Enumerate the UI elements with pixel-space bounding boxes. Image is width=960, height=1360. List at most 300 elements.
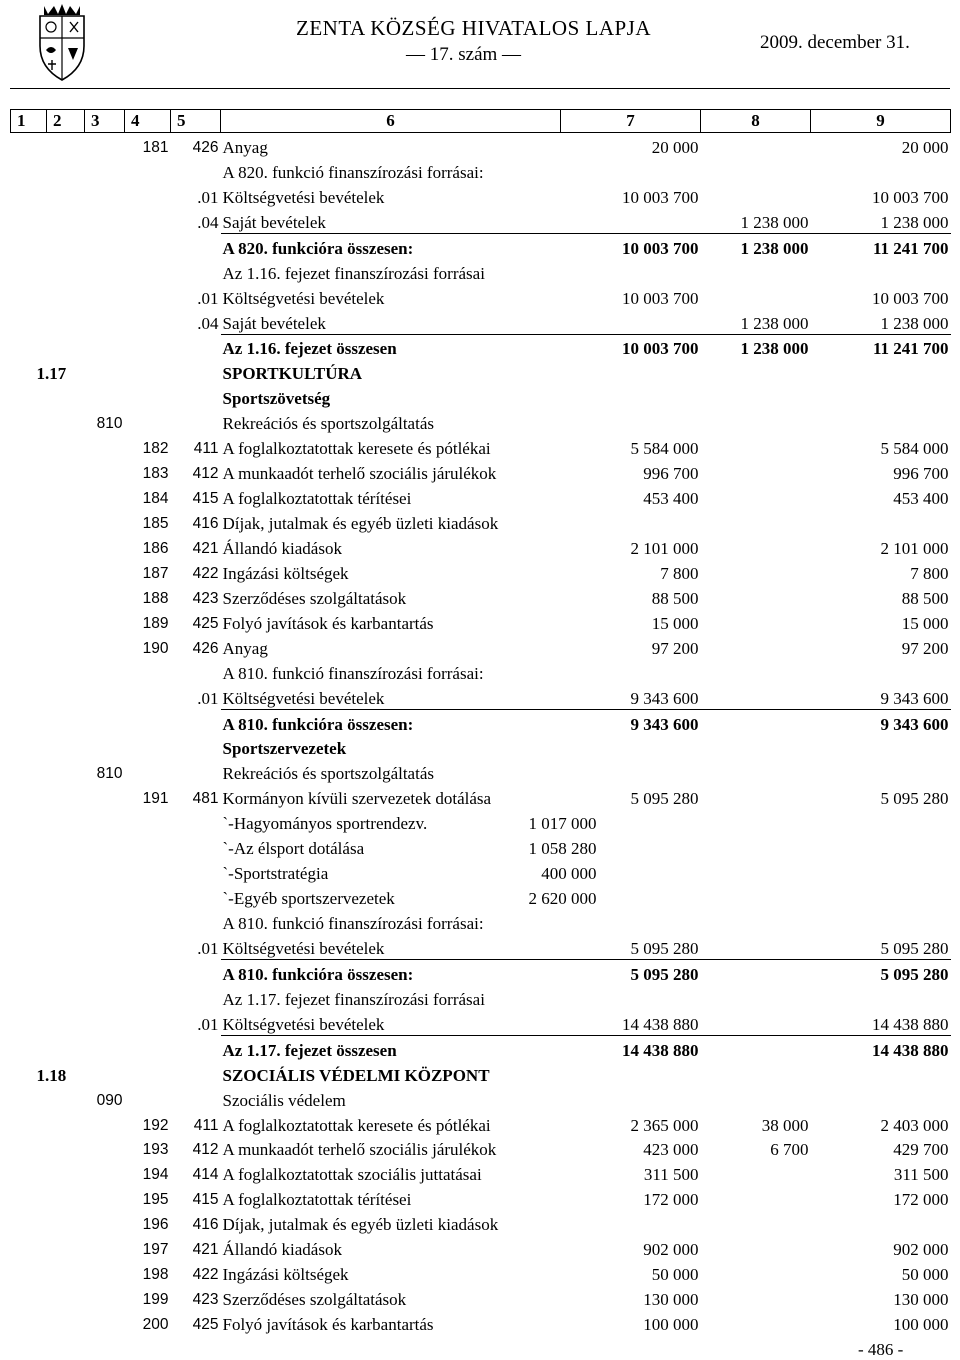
empty-cell <box>47 409 85 434</box>
item-number-cell <box>125 208 171 233</box>
item-number-cell <box>125 409 171 434</box>
function-code-cell <box>85 309 125 334</box>
chapter-cell <box>11 183 47 208</box>
amount-total-cell <box>811 834 951 859</box>
account-code-cell <box>171 909 221 934</box>
item-number-cell: 197 <box>142 1241 169 1259</box>
coat-of-arms-icon <box>34 2 90 82</box>
amount-total-cell <box>811 859 951 884</box>
amount-total-cell <box>811 158 951 183</box>
account-code-cell: 411 <box>193 440 219 458</box>
amount-own-cell: 10 003 700 <box>561 334 701 359</box>
amount-own-cell <box>561 309 701 334</box>
column-header-5: 5 <box>171 110 221 133</box>
chapter-cell <box>11 484 47 509</box>
table-row <box>11 1210 951 1235</box>
table-row <box>11 1035 951 1060</box>
empty-cell <box>47 1260 85 1285</box>
description-cell: SZOCIÁLIS VÉDELMI KÖZPONT <box>222 1065 490 1085</box>
account-code-cell: 425 <box>192 1316 219 1333</box>
amount-total-cell: 996 700 <box>893 464 949 484</box>
item-number-cell <box>125 934 171 959</box>
table-row <box>11 384 951 409</box>
empty-cell <box>47 459 85 484</box>
account-code-cell: 421 <box>192 1241 219 1259</box>
amount-own-cell <box>561 208 701 233</box>
account-code-cell <box>171 659 221 684</box>
publication-title: ZENTA KÖZSÉG HIVATALOS LAPJA <box>296 16 652 40</box>
amount-other-cell <box>701 934 811 959</box>
amount-other-cell <box>701 384 811 409</box>
amount-own-cell <box>561 985 701 1010</box>
account-code-cell <box>171 359 221 384</box>
amount-other-cell <box>701 884 811 909</box>
account-code-cell: 412 <box>192 1141 219 1159</box>
function-code-cell <box>85 334 125 359</box>
amount-other-cell: 1 238 000 <box>701 334 811 359</box>
amount-other-cell <box>701 559 811 584</box>
description-cell: Díjak, jutalmak és egyéb üzleti kiadások <box>222 514 499 533</box>
amount-total-cell <box>811 384 951 409</box>
function-code-cell <box>85 1061 125 1086</box>
amount-own-cell: 5 095 280 <box>630 789 699 809</box>
account-code-cell: .01 <box>197 288 219 308</box>
item-number-cell: 193 <box>142 1141 169 1159</box>
amount-other-cell <box>701 409 811 434</box>
table-row <box>11 934 951 959</box>
amount-own-cell <box>561 1061 701 1086</box>
item-number-cell <box>125 684 171 709</box>
column-header-3: 3 <box>85 110 125 133</box>
amount-own-cell: 5 095 280 <box>630 938 699 958</box>
item-number-cell: 200 <box>142 1316 169 1333</box>
amount-total-cell <box>811 1086 951 1111</box>
account-code-cell: 411 <box>193 1116 219 1134</box>
amount-other-cell <box>701 534 811 559</box>
description-cell: Saját bevételek <box>222 212 326 232</box>
description-cell: Az 1.17. fejezet finanszírozási forrásai <box>222 989 485 1009</box>
table-row <box>11 559 951 584</box>
sub-item-label: `-Hagyományos sportrendezv. <box>222 814 428 834</box>
table-row <box>11 584 951 609</box>
description-cell: Díjak, jutalmak és egyéb üzleti kiadások <box>222 1215 499 1235</box>
empty-cell <box>47 434 85 459</box>
description-cell <box>221 884 597 909</box>
empty-cell <box>47 309 85 334</box>
column-header-8: 8 <box>701 110 811 133</box>
chapter-cell <box>11 559 47 584</box>
function-code-cell <box>85 1035 125 1060</box>
description-cell: A 810. funkció finanszírozási forrásai: <box>222 663 484 683</box>
description-cell: Állandó kiadások <box>222 1240 342 1260</box>
column-header-4: 4 <box>125 110 171 133</box>
chapter-cell <box>11 1136 47 1161</box>
account-code-cell: 421 <box>192 539 219 557</box>
amount-own-cell: 15 000 <box>651 613 699 633</box>
description-cell: Szerződéses szolgáltatások <box>222 588 407 608</box>
chapter-cell <box>11 459 47 484</box>
amount-total-cell: 14 438 880 <box>872 1014 949 1034</box>
chapter-cell <box>11 1160 47 1185</box>
amount-total-cell: 172 000 <box>893 1190 949 1210</box>
item-number-cell: 184 <box>142 490 169 508</box>
amount-other-cell <box>701 1285 811 1310</box>
account-code-cell: 414 <box>192 1166 219 1184</box>
chapter-cell <box>11 784 47 809</box>
account-code-cell: 415 <box>192 1191 219 1209</box>
table-row <box>11 684 951 709</box>
item-number-cell <box>125 834 171 859</box>
chapter-cell <box>11 1010 47 1035</box>
chapter-cell <box>11 284 47 309</box>
empty-cell <box>47 584 85 609</box>
amount-own-cell: 100 000 <box>643 1315 699 1334</box>
amount-total-cell: 429 700 <box>893 1140 949 1160</box>
amount-other-cell: 1 238 000 <box>701 233 811 258</box>
amount-other-cell <box>701 183 811 208</box>
empty-cell <box>47 1185 85 1210</box>
empty-cell <box>47 684 85 709</box>
table-row <box>11 359 951 384</box>
chapter-cell <box>11 309 47 334</box>
description-cell: Folyó javítások és karbantartás <box>222 1315 434 1334</box>
item-number-cell: 186 <box>142 539 169 557</box>
chapter-cell <box>11 609 47 634</box>
account-code-cell <box>171 884 221 909</box>
amount-total-cell <box>811 985 951 1010</box>
amount-own-cell <box>561 384 701 409</box>
function-code-cell <box>85 959 125 984</box>
item-number-cell <box>125 284 171 309</box>
empty-cell <box>47 1310 85 1335</box>
item-number-cell: 195 <box>142 1191 169 1209</box>
empty-cell <box>47 735 85 760</box>
amount-other-cell <box>701 834 811 859</box>
chapter-cell <box>11 735 47 760</box>
function-code-cell <box>85 233 125 258</box>
amount-other-cell <box>701 709 811 734</box>
table-row <box>11 1185 951 1210</box>
description-cell: A foglalkoztatottak keresete és pótlékai <box>222 439 491 459</box>
description-cell: Szerződéses szolgáltatások <box>222 1290 407 1310</box>
description-cell: Ingázási költségek <box>222 1265 349 1285</box>
function-code-cell <box>85 1010 125 1035</box>
description-cell: A munkaadót terhelő szociális járulékok <box>222 464 497 484</box>
amount-other-cell <box>701 1086 811 1111</box>
table-row <box>11 309 951 334</box>
item-number-cell <box>125 659 171 684</box>
table-row <box>11 985 951 1010</box>
description-cell <box>221 859 597 884</box>
empty-cell <box>47 784 85 809</box>
item-number-cell <box>125 183 171 208</box>
table-row <box>11 334 951 359</box>
item-number-cell <box>125 1061 171 1086</box>
empty-cell <box>47 1010 85 1035</box>
amount-own-cell: 20 000 <box>651 137 699 157</box>
amount-other-cell <box>701 434 811 459</box>
chapter-cell <box>11 233 47 258</box>
amount-own-cell: 7 800 <box>660 563 699 583</box>
empty-cell <box>47 759 85 784</box>
amount-own-cell <box>561 158 701 183</box>
table-row <box>11 809 951 834</box>
amount-total-cell: 902 000 <box>893 1240 949 1260</box>
amount-other-cell <box>701 1185 811 1210</box>
amount-other-cell: 6 700 <box>770 1140 809 1160</box>
amount-other-cell <box>701 759 811 784</box>
amount-other-cell <box>701 1235 811 1260</box>
description-cell: SPORTKULTÚRA <box>222 364 363 384</box>
amount-own-cell <box>561 909 701 934</box>
table-row <box>11 484 951 509</box>
chapter-cell <box>11 133 47 158</box>
amount-other-cell <box>701 484 811 509</box>
chapter-cell <box>11 659 47 684</box>
description-cell: Sportszervezetek <box>222 739 347 759</box>
description-cell: Folyó javítások és karbantartás <box>222 613 434 633</box>
description-cell: Költségvetési bevételek <box>222 288 385 308</box>
table-row <box>11 259 951 284</box>
account-code-cell: 416 <box>192 515 219 532</box>
account-code-cell <box>171 959 221 984</box>
table-row <box>11 834 951 859</box>
amount-total-cell <box>811 759 951 784</box>
empty-cell <box>47 509 85 534</box>
table-row <box>11 759 951 784</box>
function-code-cell <box>85 634 125 659</box>
account-code-cell: 423 <box>192 1291 219 1309</box>
account-code-cell <box>171 334 221 359</box>
amount-total-cell <box>811 259 951 284</box>
account-code-cell: .01 <box>197 187 219 207</box>
empty-cell <box>47 1285 85 1310</box>
function-code-cell <box>85 909 125 934</box>
empty-cell <box>47 133 85 158</box>
chapter-cell <box>11 1185 47 1210</box>
empty-cell <box>47 859 85 884</box>
chapter-cell <box>11 534 47 559</box>
empty-cell <box>47 484 85 509</box>
chapter-cell <box>11 259 47 284</box>
amount-total-cell: 5 095 280 <box>880 789 949 809</box>
description-cell: A 820. funkció finanszírozási forrásai: <box>222 162 484 182</box>
amount-total-cell: 453 400 <box>893 489 949 509</box>
empty-cell <box>47 284 85 309</box>
item-number-cell <box>125 859 171 884</box>
function-code-cell <box>85 709 125 734</box>
item-number-cell: 194 <box>142 1166 169 1184</box>
description-cell: Az 1.17. fejezet összesen <box>221 1035 561 1060</box>
amount-total-cell: 11 241 700 <box>811 334 951 359</box>
account-code-cell <box>171 409 221 434</box>
empty-cell <box>47 559 85 584</box>
item-number-cell <box>125 1086 171 1111</box>
chapter-cell <box>11 809 47 834</box>
account-code-cell <box>171 158 221 183</box>
item-number-cell: 183 <box>142 465 169 483</box>
amount-other-cell <box>701 959 811 984</box>
empty-cell <box>47 158 85 183</box>
amount-own-cell <box>561 759 701 784</box>
account-code-cell <box>171 834 221 859</box>
chapter-cell <box>11 759 47 784</box>
chapter-cell <box>11 909 47 934</box>
chapter-cell <box>11 409 47 434</box>
function-code-cell <box>85 359 125 384</box>
description-cell: A 810. funkcióra összesen: <box>221 959 561 984</box>
empty-cell <box>47 1136 85 1161</box>
table-row <box>11 735 951 760</box>
description-cell: A munkaadót terhelő szociális járulékok <box>222 1140 497 1160</box>
empty-cell <box>47 609 85 634</box>
function-code-cell: 810 <box>96 415 123 433</box>
table-row <box>11 434 951 459</box>
table-row <box>11 1260 951 1285</box>
empty-cell <box>47 183 85 208</box>
amount-total-cell: 10 003 700 <box>872 187 949 207</box>
amount-own-cell: 902 000 <box>643 1240 699 1260</box>
chapter-cell <box>11 834 47 859</box>
function-code-cell <box>85 735 125 760</box>
amount-own-cell <box>561 735 701 760</box>
amount-own-cell: 130 000 <box>643 1290 699 1310</box>
account-code-cell: .01 <box>197 689 219 709</box>
empty-cell <box>47 659 85 684</box>
amount-other-cell <box>701 1035 811 1060</box>
account-code-cell <box>171 759 221 784</box>
item-number-cell <box>125 909 171 934</box>
amount-own-cell: 423 000 <box>643 1140 699 1160</box>
function-code-cell <box>85 534 125 559</box>
chapter-cell <box>11 684 47 709</box>
table-row <box>11 1285 951 1310</box>
table-row <box>11 609 951 634</box>
amount-own-cell: 9 343 600 <box>630 688 699 708</box>
item-number-cell <box>125 1035 171 1060</box>
function-code-cell <box>85 1111 125 1136</box>
description-cell: Anyag <box>222 137 268 157</box>
description-cell: A foglalkoztatottak térítései <box>222 489 412 509</box>
amount-own-cell <box>561 1086 701 1111</box>
description-cell: Állandó kiadások <box>222 538 342 558</box>
account-code-cell: .01 <box>197 939 219 959</box>
account-code-cell <box>171 259 221 284</box>
sub-item-label: `-Az élsport dotálása <box>222 839 365 859</box>
empty-cell <box>47 259 85 284</box>
amount-own-cell: 9 343 600 <box>561 709 701 734</box>
amount-total-cell: 2 101 000 <box>880 538 949 558</box>
function-code-cell <box>85 1160 125 1185</box>
amount-other-cell <box>701 735 811 760</box>
empty-cell <box>47 1111 85 1136</box>
empty-cell <box>47 809 85 834</box>
empty-cell <box>47 233 85 258</box>
amount-own-cell: 14 438 880 <box>561 1035 701 1060</box>
table-row <box>11 459 951 484</box>
amount-total-cell <box>811 359 951 384</box>
amount-other-cell: 1 238 000 <box>740 212 809 232</box>
description-cell: Rekreációs és sportszolgáltatás <box>222 764 434 784</box>
table-row <box>11 409 951 434</box>
table-row <box>11 534 951 559</box>
table-row <box>11 1086 951 1111</box>
item-number-cell <box>125 884 171 909</box>
function-code-cell <box>85 659 125 684</box>
amount-total-cell <box>811 1210 951 1235</box>
function-code-cell <box>85 1235 125 1260</box>
amount-other-cell <box>701 133 811 158</box>
item-number-cell <box>125 1010 171 1035</box>
item-number-cell <box>125 985 171 1010</box>
page-header <box>0 0 960 100</box>
table-row <box>11 233 951 258</box>
empty-cell <box>47 1210 85 1235</box>
function-code-cell <box>85 208 125 233</box>
amount-other-cell <box>701 1010 811 1035</box>
item-number-cell: 182 <box>142 440 169 458</box>
amount-total-cell: 10 003 700 <box>872 288 949 308</box>
chapter-cell <box>11 634 47 659</box>
function-code-cell <box>85 183 125 208</box>
chapter-cell <box>11 1310 47 1335</box>
table-row <box>11 959 951 984</box>
amount-other-cell <box>701 459 811 484</box>
amount-other-cell <box>701 609 811 634</box>
item-number-cell <box>125 233 171 258</box>
table-row <box>11 509 951 534</box>
budget-table <box>10 109 951 1335</box>
description-cell: A 820. funkcióra összesen: <box>221 233 561 258</box>
amount-total-cell <box>811 409 951 434</box>
account-code-cell: 416 <box>192 1216 219 1234</box>
table-row <box>11 659 951 684</box>
empty-cell <box>47 884 85 909</box>
amount-own-cell: 172 000 <box>643 1190 699 1210</box>
amount-total-cell: 5 095 280 <box>811 959 951 984</box>
function-code-cell: 810 <box>96 765 123 783</box>
empty-cell <box>47 834 85 859</box>
empty-cell <box>47 934 85 959</box>
amount-total-cell: 5 095 280 <box>880 938 949 958</box>
empty-cell <box>47 208 85 233</box>
account-code-cell: 425 <box>192 614 219 632</box>
table-row <box>11 1111 951 1136</box>
account-code-cell: 415 <box>192 490 219 508</box>
description-cell: Anyag <box>222 638 268 658</box>
function-code-cell <box>85 559 125 584</box>
amount-total-cell: 88 500 <box>901 588 949 608</box>
amount-own-cell: 10 003 700 <box>622 288 699 308</box>
sub-item-amount: 1 058 280 <box>528 839 597 859</box>
function-code-cell <box>85 809 125 834</box>
chapter-cell <box>11 384 47 409</box>
table-row <box>11 859 951 884</box>
amount-other-cell <box>701 158 811 183</box>
table-row <box>11 634 951 659</box>
account-code-cell: 422 <box>192 564 219 582</box>
chapter-cell <box>11 709 47 734</box>
item-number-cell <box>125 334 171 359</box>
issue-number: — 17. szám — <box>406 44 522 65</box>
amount-total-cell: 50 000 <box>901 1265 949 1285</box>
table-row <box>11 1160 951 1185</box>
table-row <box>11 1061 951 1086</box>
item-number-cell <box>125 384 171 409</box>
description-cell: Az 1.16. fejezet összesen <box>221 334 561 359</box>
table-row <box>11 133 951 158</box>
item-number-cell: 185 <box>142 515 169 532</box>
